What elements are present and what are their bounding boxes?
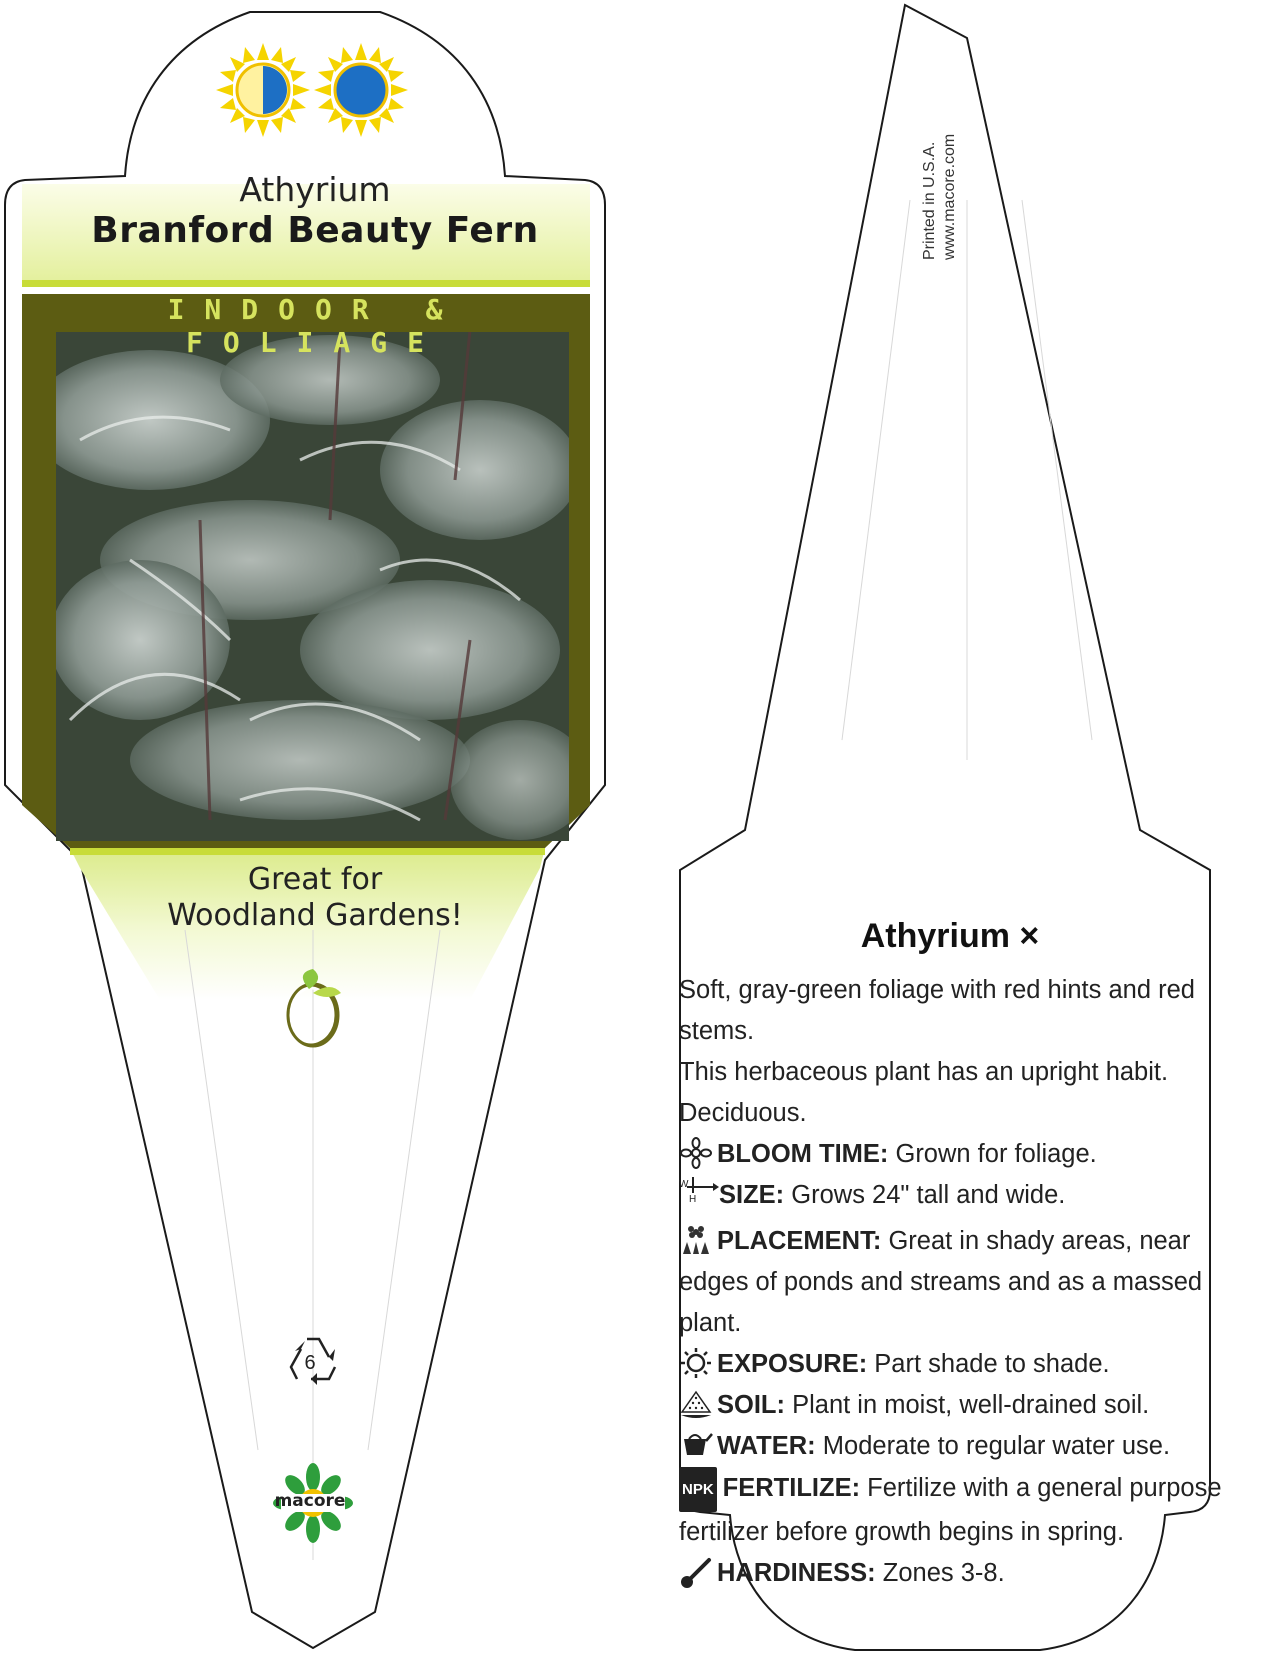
flower-icon xyxy=(679,1137,713,1169)
full-shade-icon xyxy=(314,43,408,137)
exposure-row xyxy=(679,1344,1249,1385)
tagline-line-1: Great for xyxy=(247,862,383,897)
npk-icon: NPK xyxy=(679,1467,717,1512)
tagline xyxy=(110,862,520,934)
back-title: Athyrium × xyxy=(860,917,1040,955)
size-label: SIZE: xyxy=(719,1181,785,1209)
hardiness-row xyxy=(679,1553,1249,1594)
water-row xyxy=(679,1426,1249,1467)
soil-value: Plant in moist, well-drained soil. xyxy=(792,1391,1150,1419)
description-line-1: Soft, gray-green foliage with red hints and red stems. xyxy=(679,976,1195,1045)
part-shade-icon xyxy=(216,43,310,137)
placement-value: Great in shady areas, near edges of ponds and streams and as a massed plant. xyxy=(679,1227,1203,1337)
plant-genus: Athyrium xyxy=(239,170,391,209)
placement-label: PLACEMENT: xyxy=(717,1227,882,1255)
tagline-line-2: Woodland Gardens! xyxy=(167,898,463,933)
recycle-number: 6 xyxy=(304,1352,316,1374)
watering-can-icon xyxy=(679,1429,713,1461)
tagline-lime-rule xyxy=(70,848,545,855)
bloom-time-row xyxy=(679,1134,1249,1175)
brand-name: macore xyxy=(274,1491,346,1511)
fertilize-value: Fertilize with a general purpose fertilizer before growth begins in spring. xyxy=(679,1474,1222,1546)
category-label: INDOOR & FOLIAGE xyxy=(167,293,463,359)
size-icon-w: W xyxy=(679,1179,689,1190)
hardiness-label: HARDINESS: xyxy=(717,1559,876,1587)
fern-photo xyxy=(30,330,590,841)
size-value: Grows 24" tall and wide. xyxy=(791,1181,1066,1209)
hardiness-value: Zones 3-8. xyxy=(882,1559,1005,1587)
soil-icon xyxy=(679,1388,713,1420)
water-label: WATER: xyxy=(717,1432,816,1460)
printed-in: Printed in U.S.A. xyxy=(921,141,938,260)
size-icon xyxy=(679,1175,719,1221)
bloom-time-label: BLOOM TIME: xyxy=(717,1140,889,1168)
bloom-time-value: Grown for foliage. xyxy=(895,1140,1097,1168)
soil-row xyxy=(679,1385,1249,1426)
size-row xyxy=(679,1175,1249,1221)
description-line-2: This herbaceous plant has an upright habit. Deciduous. xyxy=(679,1058,1169,1127)
size-icon-h: H xyxy=(689,1194,697,1203)
sun-icon xyxy=(679,1347,713,1379)
placement-icon xyxy=(679,1224,713,1256)
printed-info xyxy=(920,60,958,260)
placement-row xyxy=(679,1221,1249,1344)
thermometer-icon xyxy=(679,1556,713,1588)
exposure-value: Part shade to shade. xyxy=(874,1350,1110,1378)
fertilize-row xyxy=(679,1467,1249,1553)
website: www.macore.com xyxy=(941,133,958,260)
water-value: Moderate to regular water use. xyxy=(822,1432,1171,1460)
soil-label: SOIL: xyxy=(717,1391,785,1419)
exposure-label: EXPOSURE: xyxy=(717,1350,868,1378)
care-info xyxy=(679,970,1249,1594)
header-lime-rule xyxy=(22,280,590,287)
fertilize-label: FERTILIZE: xyxy=(722,1474,861,1502)
plant-common-name: Branford Beauty Fern xyxy=(91,210,539,251)
